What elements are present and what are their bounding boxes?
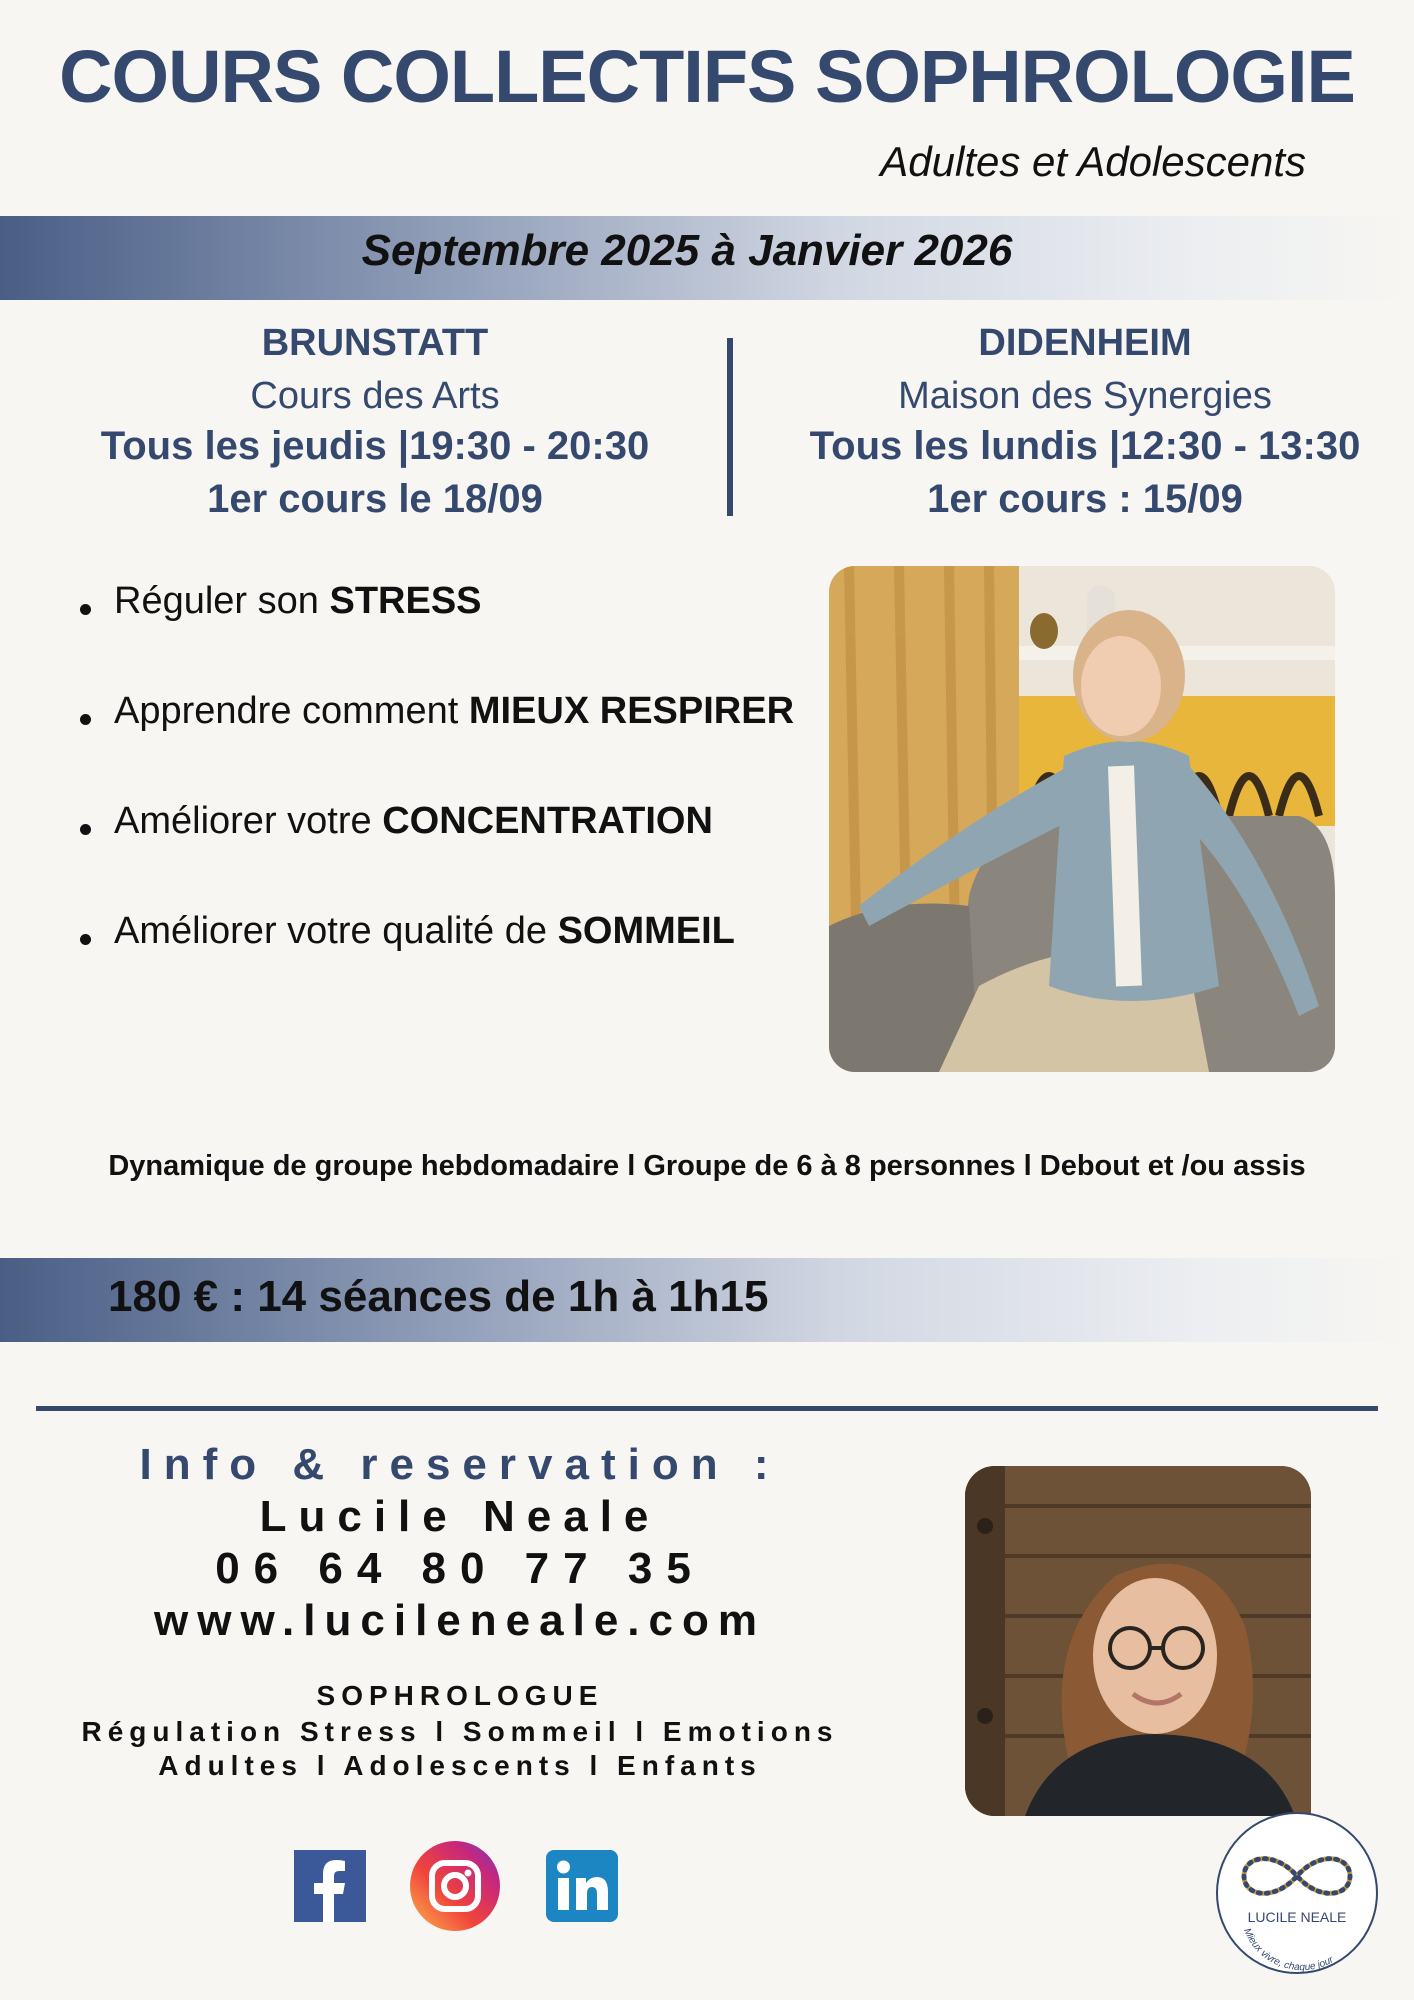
page-title: COURS COLLECTIFS SOPHROLOGIE (59, 35, 1355, 118)
location-first-class: 1er cours : 15/09 (927, 477, 1243, 521)
contact-label: Info & reservation : (139, 1440, 781, 1489)
benefit-item (78, 690, 798, 800)
benefit-emphasis: STRESS (329, 580, 482, 622)
profile-role: SOPHROLOGUE (316, 1680, 604, 1711)
benefit-text: Apprendre comment (114, 690, 469, 732)
location-venue: Maison des Synergies (898, 375, 1272, 417)
instagram-icon[interactable] (410, 1850, 482, 1922)
linkedin-icon[interactable] (546, 1850, 618, 1922)
location-venue: Cours des Arts (250, 375, 500, 417)
price-text: 180 € : 14 séances de 1h à 1h15 (108, 1272, 769, 1321)
benefit-text: Réguler son (114, 580, 330, 622)
brand-logo (1214, 1810, 1380, 1976)
location-schedule: Tous les jeudis |19:30 - 20:30 (100, 424, 650, 468)
svg-text:Mieux vivre, chaque jour: Mieux vivre, chaque jour (1241, 1926, 1336, 1974)
features-line: Dynamique de groupe hebdomadaire l Groupe de 6 à 8 personnes l Debout et /ou assis (108, 1150, 1306, 1182)
benefit-item (78, 910, 798, 1020)
relaxing-woman-photo (829, 566, 1335, 1072)
section-divider (36, 1406, 1378, 1411)
location-city: BRUNSTATT (261, 322, 489, 364)
location-brunstatt (60, 322, 690, 522)
location-schedule: Tous les lundis |12:30 - 13:30 (809, 424, 1361, 468)
profile-specialties: Régulation Stress l Sommeil l Emotions (81, 1716, 839, 1747)
benefit-emphasis: CONCENTRATION (382, 800, 713, 842)
contact-phone[interactable]: 06 64 80 77 35 (215, 1544, 705, 1593)
brand-logo-name: LUCILE NEALE (1247, 1909, 1347, 1925)
location-city: DIDENHEIM (978, 322, 1192, 364)
location-first-class: 1er cours le 18/09 (207, 477, 543, 521)
benefit-item (78, 800, 798, 910)
benefit-item (78, 580, 798, 690)
benefit-emphasis: SOMMEIL (557, 910, 735, 952)
benefit-text: Améliorer votre (114, 800, 383, 842)
facebook-icon[interactable] (294, 1850, 366, 1922)
contact-website[interactable]: www.lucileneale.com (154, 1596, 766, 1645)
location-didenheim (770, 322, 1400, 522)
location-divider (727, 338, 733, 516)
page-subtitle: Adultes et Adolescents (880, 138, 1306, 185)
benefits-list (78, 580, 798, 1020)
period-text: Septembre 2025 à Janvier 2026 (361, 226, 1013, 275)
benefit-emphasis: MIEUX RESPIRER (468, 690, 795, 732)
contact-name: Lucile Neale (259, 1492, 661, 1541)
benefit-text: Améliorer votre qualité de (114, 910, 558, 952)
portrait-photo (965, 1466, 1311, 1816)
profile-audiences: Adultes l Adolescents l Enfants (158, 1750, 762, 1781)
